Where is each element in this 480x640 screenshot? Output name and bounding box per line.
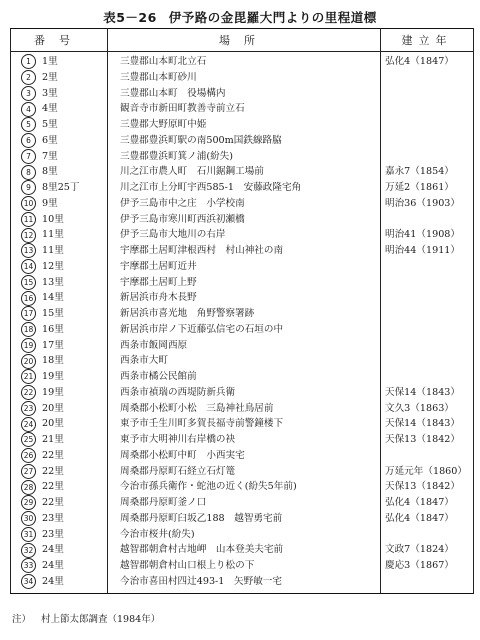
distance: 7里 bbox=[42, 150, 58, 162]
row-number-badge: 21 bbox=[21, 369, 36, 384]
established-year-cell bbox=[381, 306, 474, 322]
place-cell: 周桑郡丹原町臼坂乙188 越智勇宅前 bbox=[108, 511, 381, 527]
established-year-cell bbox=[381, 527, 474, 543]
row-number-badge: 22 bbox=[21, 385, 36, 400]
established-year-cell: 天保14（1843） bbox=[381, 416, 474, 432]
table-number: 表5－26 bbox=[103, 10, 157, 25]
place-cell: 三豊郡山本町 役場構内 bbox=[108, 86, 381, 102]
number-cell bbox=[11, 133, 108, 149]
established-year-cell: 慶応3（1867） bbox=[381, 558, 474, 574]
place-cell: 越智郡朝倉村山口根上り松の下 bbox=[108, 558, 381, 574]
distance: 12里 bbox=[42, 260, 64, 272]
established-year-cell: 文政7（1824） bbox=[381, 542, 474, 558]
table-title bbox=[0, 8, 480, 26]
table-row bbox=[11, 212, 474, 228]
number-cell bbox=[11, 70, 108, 86]
distance: 24里 bbox=[42, 560, 64, 571]
place-cell: 新居浜市舟木長野 bbox=[108, 290, 381, 306]
established-year-cell: 万延元年（1860） bbox=[381, 464, 474, 480]
row-number-badge: 4 bbox=[21, 102, 36, 117]
established-year-cell bbox=[381, 322, 474, 338]
row-number-badge: 27 bbox=[21, 464, 36, 479]
table-row bbox=[11, 243, 474, 259]
established-year-cell bbox=[381, 70, 474, 86]
place-cell: 東予市壬生川町多賀長福寺前警鐘楼下 bbox=[108, 416, 381, 432]
place-cell: 今治市喜田村四辻493-1 矢野敏一宅 bbox=[108, 574, 381, 593]
distance: 4里 bbox=[42, 103, 58, 115]
table-row bbox=[11, 416, 474, 432]
established-year-cell bbox=[381, 212, 474, 228]
established-year-cell bbox=[381, 369, 474, 385]
number-cell bbox=[11, 117, 108, 133]
row-number-badge: 31 bbox=[21, 527, 36, 542]
row-number-badge: 2 bbox=[21, 70, 36, 85]
number-cell bbox=[11, 164, 108, 180]
row-number-badge: 33 bbox=[21, 558, 36, 573]
row-number-badge: 10 bbox=[21, 196, 36, 211]
number-cell bbox=[11, 212, 108, 228]
number-cell bbox=[11, 353, 108, 369]
table-row bbox=[11, 164, 474, 180]
established-year-cell: 明治44（1911） bbox=[381, 243, 474, 259]
number-cell bbox=[11, 416, 108, 432]
number-cell bbox=[11, 196, 108, 212]
place-cell: 西条市橘公民館前 bbox=[108, 369, 381, 385]
table-row bbox=[11, 479, 474, 495]
header-place: 場所 bbox=[108, 29, 381, 52]
row-number-badge: 9 bbox=[21, 180, 36, 195]
place-cell: 西条市禎瑞の西堤防新兵衛 bbox=[108, 385, 381, 401]
established-year-cell bbox=[381, 117, 474, 133]
table-row bbox=[11, 227, 474, 243]
distance: 19里 bbox=[42, 371, 64, 382]
established-year-cell: 天保13（1842） bbox=[381, 432, 474, 448]
distance: 23里 bbox=[42, 512, 64, 524]
table-body bbox=[11, 52, 474, 594]
distance: 10里 bbox=[42, 213, 64, 225]
place-cell: 三豊郡豊浜町箕ノ浦(紛失) bbox=[108, 149, 381, 165]
table-row bbox=[11, 275, 474, 291]
established-year-cell: 天保14（1843） bbox=[381, 385, 474, 401]
distance: 23里 bbox=[42, 528, 64, 540]
number-cell bbox=[11, 101, 108, 117]
place-cell: 伊予三島市寒川町西浜初瀬橋 bbox=[108, 212, 381, 228]
distance: 9里 bbox=[42, 197, 58, 209]
established-year-cell bbox=[381, 101, 474, 117]
number-cell bbox=[11, 432, 108, 448]
established-year-cell: 嘉永7（1854） bbox=[381, 164, 474, 180]
distance: 11里 bbox=[42, 229, 64, 241]
established-year-cell: 天保13（1842） bbox=[381, 479, 474, 495]
established-year-cell: 弘化4（1847） bbox=[381, 495, 474, 511]
established-year-cell: 万延2（1861） bbox=[381, 180, 474, 196]
table-row bbox=[11, 133, 474, 149]
table-row bbox=[11, 385, 474, 401]
distance: 8里25丁 bbox=[42, 182, 80, 193]
distance: 13里 bbox=[42, 276, 64, 288]
distance: 21里 bbox=[42, 434, 64, 445]
number-cell bbox=[11, 479, 108, 495]
row-number-badge: 17 bbox=[21, 306, 36, 321]
number-cell bbox=[11, 542, 108, 558]
distance: 8里 bbox=[42, 166, 58, 178]
number-cell bbox=[11, 149, 108, 165]
number-cell bbox=[11, 369, 108, 385]
row-number-badge: 29 bbox=[21, 495, 36, 510]
place-cell: 三豊郡豊浜町駅の南500m国鉄線路脇 bbox=[108, 133, 381, 149]
place-cell: 新居浜市岸ノ下近藤弘信宅の石垣の中 bbox=[108, 322, 381, 338]
table-row bbox=[11, 527, 474, 543]
row-number-badge: 19 bbox=[21, 338, 36, 353]
distance: 19里 bbox=[42, 386, 64, 398]
distance: 22里 bbox=[42, 449, 64, 461]
table-header-row bbox=[11, 29, 474, 52]
row-number-badge: 20 bbox=[21, 354, 36, 369]
number-cell bbox=[11, 558, 108, 574]
distance: 5里 bbox=[42, 119, 58, 130]
table-row bbox=[11, 101, 474, 117]
number-cell bbox=[11, 322, 108, 338]
number-cell bbox=[11, 448, 108, 464]
row-number-badge: 14 bbox=[21, 259, 36, 274]
established-year-cell: 文久3（1863） bbox=[381, 401, 474, 417]
table-row bbox=[11, 117, 474, 133]
distance: 18里 bbox=[42, 355, 64, 367]
footnote-text: 村上節太郎調査（1984年） bbox=[41, 614, 161, 625]
distance: 24里 bbox=[42, 544, 64, 556]
distance: 3里 bbox=[42, 87, 58, 99]
table-row bbox=[11, 149, 474, 165]
place-cell: 周桑郡丹原町石経立石灯篭 bbox=[108, 464, 381, 480]
row-number-badge: 7 bbox=[21, 149, 36, 164]
row-number-badge: 24 bbox=[21, 417, 36, 432]
row-number-badge: 11 bbox=[21, 212, 36, 227]
table-row bbox=[11, 558, 474, 574]
number-cell bbox=[11, 401, 108, 417]
number-cell bbox=[11, 275, 108, 291]
place-cell: 伊予三島市中之庄 小学校南 bbox=[108, 196, 381, 212]
row-number-badge: 26 bbox=[21, 448, 36, 463]
established-year-cell bbox=[381, 275, 474, 291]
established-year-cell bbox=[381, 338, 474, 354]
row-number-badge: 3 bbox=[21, 86, 36, 101]
distance: 2里 bbox=[42, 71, 58, 83]
established-year-cell: 明治41（1908） bbox=[381, 227, 474, 243]
table-row bbox=[11, 70, 474, 86]
table-row bbox=[11, 180, 474, 196]
table-row bbox=[11, 511, 474, 527]
table-row bbox=[11, 353, 474, 369]
distance: 24里 bbox=[42, 575, 64, 587]
established-year-cell: 弘化4（1847） bbox=[381, 511, 474, 527]
number-cell bbox=[11, 385, 108, 401]
table-row bbox=[11, 495, 474, 511]
row-number-badge: 30 bbox=[21, 511, 36, 526]
established-year-cell bbox=[381, 149, 474, 165]
place-cell: 新居浜市喜光地 角野警察署跡 bbox=[108, 306, 381, 322]
number-cell bbox=[11, 86, 108, 102]
established-year-cell bbox=[381, 353, 474, 369]
established-year-cell: 明治36（1903） bbox=[381, 196, 474, 212]
place-cell: 宇摩郡土居町近井 bbox=[108, 259, 381, 275]
row-number-badge: 16 bbox=[21, 291, 36, 306]
table-row bbox=[11, 542, 474, 558]
row-number-badge: 1 bbox=[21, 54, 36, 69]
table-row bbox=[11, 401, 474, 417]
number-cell bbox=[11, 511, 108, 527]
row-number-badge: 6 bbox=[21, 133, 36, 148]
place-cell: 伊予三島市大地川の右岸 bbox=[108, 227, 381, 243]
row-number-badge: 8 bbox=[21, 165, 36, 180]
row-number-badge: 28 bbox=[21, 480, 36, 495]
established-year-cell bbox=[381, 259, 474, 275]
place-cell: 周桑郡小松町中町 小西実宅 bbox=[108, 448, 381, 464]
number-cell bbox=[11, 180, 108, 196]
established-year-cell bbox=[381, 574, 474, 593]
place-cell: 宇摩郡土居町上野 bbox=[108, 275, 381, 291]
footnote bbox=[12, 611, 170, 625]
number-cell bbox=[11, 338, 108, 354]
place-cell: 川之江市農人町 石川鋸鋼工場前 bbox=[108, 164, 381, 180]
table-row bbox=[11, 52, 474, 70]
table-row bbox=[11, 448, 474, 464]
place-cell: 宇摩郡土居町津根西村 村山神社の南 bbox=[108, 243, 381, 259]
number-cell bbox=[11, 52, 108, 70]
place-cell: 今治市桜井(紛失) bbox=[108, 527, 381, 543]
table-row bbox=[11, 306, 474, 322]
row-number-badge: 5 bbox=[21, 117, 36, 132]
footnote-label: 注） bbox=[12, 614, 32, 625]
place-cell: 西条市大町 bbox=[108, 353, 381, 369]
distance: 20里 bbox=[42, 418, 64, 430]
table-row bbox=[11, 86, 474, 102]
place-cell: 観音寺市新田町教善寺前立石 bbox=[108, 101, 381, 117]
table-row bbox=[11, 338, 474, 354]
place-cell: 三豊郡山本町北立石 bbox=[108, 52, 381, 70]
table-row bbox=[11, 464, 474, 480]
established-year-cell: 弘化4（1847） bbox=[381, 52, 474, 70]
number-cell bbox=[11, 227, 108, 243]
row-number-badge: 15 bbox=[21, 275, 36, 290]
established-year-cell bbox=[381, 290, 474, 306]
row-number-badge: 13 bbox=[21, 243, 36, 258]
number-cell bbox=[11, 259, 108, 275]
header-number: 番号 bbox=[11, 29, 108, 52]
distance: 17里 bbox=[42, 339, 64, 351]
number-cell bbox=[11, 527, 108, 543]
place-cell: 越智郡朝倉村古地岬 山本登美夫宅前 bbox=[108, 542, 381, 558]
distance: 15里 bbox=[42, 308, 64, 319]
row-number-badge: 25 bbox=[21, 432, 36, 447]
table-row bbox=[11, 574, 474, 593]
row-number-badge: 12 bbox=[21, 228, 36, 243]
distance: 1里 bbox=[42, 56, 58, 67]
place-cell: 西条市飯岡西原 bbox=[108, 338, 381, 354]
place-cell: 三豊郡山本町砂川 bbox=[108, 70, 381, 86]
table-row bbox=[11, 432, 474, 448]
row-number-badge: 32 bbox=[21, 543, 36, 558]
place-cell: 東予市大明神川右岸橋の袂 bbox=[108, 432, 381, 448]
milestone-table bbox=[10, 28, 474, 594]
row-number-badge: 34 bbox=[21, 574, 36, 589]
distance: 22里 bbox=[42, 465, 64, 477]
number-cell bbox=[11, 290, 108, 306]
established-year-cell bbox=[381, 86, 474, 102]
distance: 22里 bbox=[42, 481, 64, 493]
row-number-badge: 18 bbox=[21, 322, 36, 337]
table-caption: 伊予路の金毘羅大門よりの里程道標 bbox=[168, 10, 377, 25]
established-year-cell bbox=[381, 448, 474, 464]
distance: 16里 bbox=[42, 323, 64, 335]
number-cell bbox=[11, 243, 108, 259]
number-cell bbox=[11, 495, 108, 511]
table-row bbox=[11, 322, 474, 338]
distance: 14里 bbox=[42, 292, 64, 304]
place-cell: 今治市孫兵衛作・蛇池の近く(紛失5年前) bbox=[108, 479, 381, 495]
header-established: 建立年 bbox=[381, 29, 474, 52]
number-cell bbox=[11, 574, 108, 593]
number-cell bbox=[11, 306, 108, 322]
table-row bbox=[11, 259, 474, 275]
row-number-badge: 23 bbox=[21, 401, 36, 416]
distance: 11里 bbox=[42, 245, 64, 256]
table-row bbox=[11, 196, 474, 212]
table-row bbox=[11, 369, 474, 385]
distance: 6里 bbox=[42, 134, 58, 146]
distance: 20里 bbox=[42, 402, 64, 414]
established-year-cell bbox=[381, 133, 474, 149]
distance: 22里 bbox=[42, 497, 64, 508]
place-cell: 周桑郡丹原町釜ノ口 bbox=[108, 495, 381, 511]
place-cell: 川之江市上分町宇西585-1 安藤政隆宅角 bbox=[108, 180, 381, 196]
place-cell: 三豊郡大野原町中姫 bbox=[108, 117, 381, 133]
place-cell: 周桑郡小松町小松 三島神社鳥居前 bbox=[108, 401, 381, 417]
table-row bbox=[11, 290, 474, 306]
number-cell bbox=[11, 464, 108, 480]
